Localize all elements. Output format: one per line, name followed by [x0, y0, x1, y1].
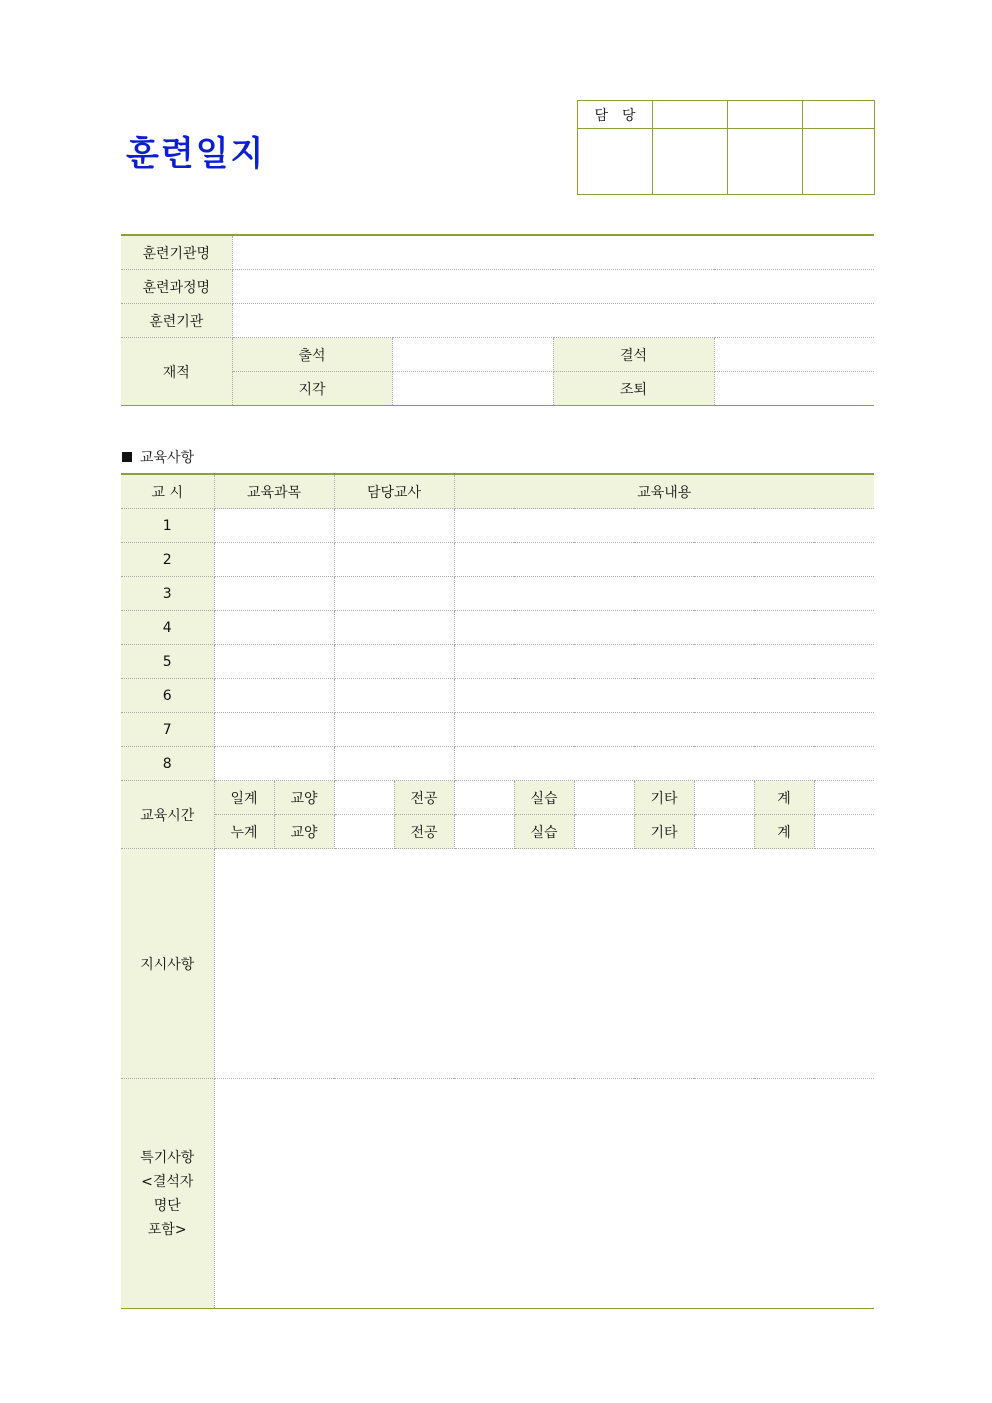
attendance-label: 출석 — [232, 338, 392, 372]
square-bullet-icon — [122, 452, 132, 462]
content-field[interactable] — [454, 509, 874, 543]
special-notes-field[interactable] — [214, 1079, 874, 1309]
subject-field[interactable] — [214, 577, 334, 611]
table-row — [121, 747, 874, 781]
teacher-field[interactable] — [334, 747, 454, 781]
table-row — [121, 645, 874, 679]
absence-field[interactable] — [714, 338, 874, 372]
instructions-field[interactable] — [214, 849, 874, 1079]
subject-field[interactable] — [214, 611, 334, 645]
teacher-field[interactable] — [334, 679, 454, 713]
teacher-field[interactable] — [334, 509, 454, 543]
table-row — [121, 509, 874, 543]
daily-label: 일계 — [214, 781, 274, 815]
institution-label: 훈련기관 — [121, 304, 232, 338]
period-number: 7 — [121, 713, 214, 747]
cum-other-field[interactable] — [694, 815, 754, 849]
subject-field[interactable] — [214, 645, 334, 679]
content-field[interactable] — [454, 645, 874, 679]
daily-other-field[interactable] — [694, 781, 754, 815]
daily-major-field[interactable] — [454, 781, 514, 815]
table-row — [121, 611, 874, 645]
teacher-field[interactable] — [334, 543, 454, 577]
section-heading — [122, 447, 194, 467]
teacher-field[interactable] — [334, 713, 454, 747]
early-leave-field[interactable] — [714, 372, 874, 406]
approval-slot-3[interactable] — [803, 101, 875, 129]
teacher-field[interactable] — [334, 611, 454, 645]
course-name-field[interactable] — [232, 270, 874, 304]
table-row — [121, 543, 874, 577]
table-row — [121, 679, 874, 713]
period-number: 5 — [121, 645, 214, 679]
approval-label: 담 당 — [578, 101, 653, 129]
approval-box — [577, 100, 875, 195]
daily-practice-label: 실습 — [514, 781, 574, 815]
cum-major-field[interactable] — [454, 815, 514, 849]
section-title: 교육사항 — [140, 450, 195, 466]
period-number: 2 — [121, 543, 214, 577]
approval-sign-2[interactable] — [653, 129, 728, 195]
content-field[interactable] — [454, 577, 874, 611]
institution-field[interactable] — [232, 304, 874, 338]
daily-practice-field[interactable] — [574, 781, 634, 815]
institution-name-field[interactable] — [232, 235, 874, 270]
period-number: 3 — [121, 577, 214, 611]
header-content: 교육내용 — [454, 474, 874, 509]
special-notes-label — [121, 1079, 214, 1309]
daily-other-label: 기타 — [634, 781, 694, 815]
enrollment-label: 재적 — [121, 338, 232, 406]
teacher-field[interactable] — [334, 645, 454, 679]
content-field[interactable] — [454, 747, 874, 781]
approval-sign-4[interactable] — [803, 129, 875, 195]
late-field[interactable] — [392, 372, 553, 406]
subject-field[interactable] — [214, 713, 334, 747]
table-row — [121, 577, 874, 611]
early-leave-label: 조퇴 — [553, 372, 714, 406]
content-field[interactable] — [454, 679, 874, 713]
subject-field[interactable] — [214, 543, 334, 577]
special-line-3: 명단 — [153, 1197, 181, 1214]
subject-field[interactable] — [214, 509, 334, 543]
cum-total-field[interactable] — [814, 815, 874, 849]
content-field[interactable] — [454, 611, 874, 645]
cum-practice-label: 실습 — [514, 815, 574, 849]
attendance-field[interactable] — [392, 338, 553, 372]
approval-sign-3[interactable] — [728, 129, 803, 195]
daily-total-field[interactable] — [814, 781, 874, 815]
cum-major-label: 전공 — [394, 815, 454, 849]
teacher-field[interactable] — [334, 577, 454, 611]
period-number: 4 — [121, 611, 214, 645]
course-name-label: 훈련과정명 — [121, 270, 232, 304]
period-number: 1 — [121, 509, 214, 543]
page-title: 훈련일지 — [126, 134, 266, 174]
info-table — [121, 234, 874, 406]
special-line-1: 특기사항 — [140, 1149, 195, 1166]
subject-field[interactable] — [214, 747, 334, 781]
approval-slot-1[interactable] — [653, 101, 728, 129]
institution-name-label: 훈련기관명 — [121, 235, 232, 270]
special-line-4: 포함> — [147, 1221, 187, 1238]
approval-sign-1[interactable] — [578, 129, 653, 195]
daily-total-label: 계 — [754, 781, 814, 815]
daily-general-field[interactable] — [334, 781, 394, 815]
cum-general-field[interactable] — [334, 815, 394, 849]
cum-general-label: 교양 — [274, 815, 334, 849]
hours-label: 교육시간 — [121, 781, 214, 849]
header-period: 교 시 — [121, 474, 214, 509]
header-subject: 교육과목 — [214, 474, 334, 509]
period-number: 6 — [121, 679, 214, 713]
header-teacher: 담당교사 — [334, 474, 454, 509]
education-table — [121, 473, 874, 1309]
daily-major-label: 전공 — [394, 781, 454, 815]
special-line-2: <결석자 — [141, 1173, 194, 1190]
late-label: 지각 — [232, 372, 392, 406]
content-field[interactable] — [454, 713, 874, 747]
absence-label: 결석 — [553, 338, 714, 372]
cumulative-label: 누계 — [214, 815, 274, 849]
cum-other-label: 기타 — [634, 815, 694, 849]
instructions-label: 지시사항 — [121, 849, 214, 1079]
approval-slot-2[interactable] — [728, 101, 803, 129]
table-row — [121, 713, 874, 747]
cum-total-label: 계 — [754, 815, 814, 849]
period-number: 8 — [121, 747, 214, 781]
daily-general-label: 교양 — [274, 781, 334, 815]
cum-practice-field[interactable] — [574, 815, 634, 849]
subject-field[interactable] — [214, 679, 334, 713]
content-field[interactable] — [454, 543, 874, 577]
